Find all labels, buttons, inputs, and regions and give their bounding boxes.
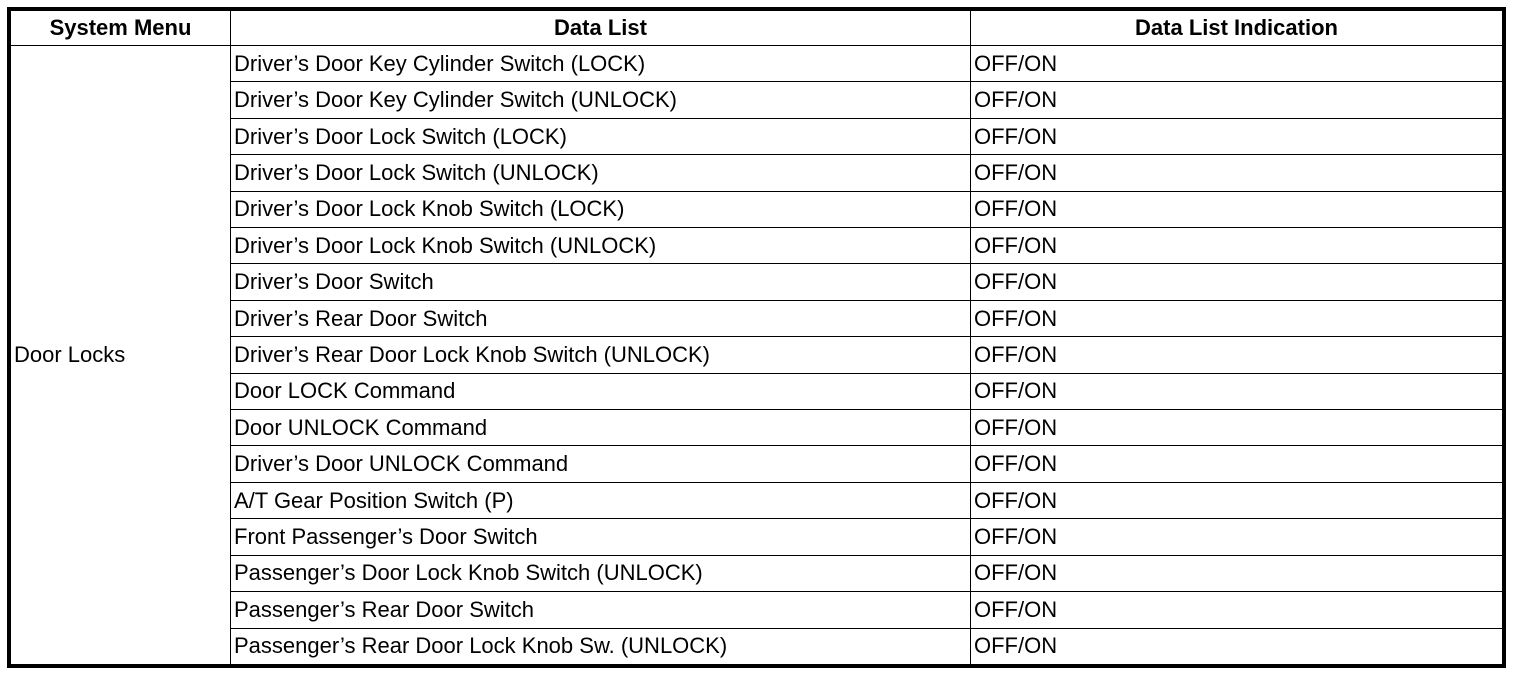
data-list-indication: OFF/ON xyxy=(971,410,1503,446)
data-list-indication: OFF/ON xyxy=(971,337,1503,373)
data-list-indication: OFF/ON xyxy=(971,228,1503,264)
data-list-item: Driver’s Door Key Cylinder Switch (UNLOCK) xyxy=(231,82,971,118)
table-row xyxy=(11,264,1503,300)
data-list-indication: OFF/ON xyxy=(971,592,1503,628)
data-list-table xyxy=(10,10,1503,665)
header-system-menu: System Menu xyxy=(11,11,231,46)
table-row xyxy=(11,300,1503,336)
data-list-item: Driver’s Rear Door Lock Knob Switch (UNLOCK) xyxy=(231,337,971,373)
table-row xyxy=(11,628,1503,665)
table-row xyxy=(11,191,1503,227)
data-list-item: Passenger’s Door Lock Knob Switch (UNLOCK) xyxy=(231,555,971,591)
data-list-indication: OFF/ON xyxy=(971,519,1503,555)
data-list-item: Driver’s Door UNLOCK Command xyxy=(231,446,971,482)
header-row xyxy=(11,11,1503,46)
data-list-indication: OFF/ON xyxy=(971,46,1503,82)
table-row xyxy=(11,46,1503,82)
system-menu-cell: Door Locks xyxy=(11,46,231,665)
data-list-indication: OFF/ON xyxy=(971,264,1503,300)
data-list-item: A/T Gear Position Switch (P) xyxy=(231,482,971,518)
data-list-item: Driver’s Door Lock Knob Switch (LOCK) xyxy=(231,191,971,227)
table-row xyxy=(11,82,1503,118)
table-row xyxy=(11,482,1503,518)
data-list-item: Driver’s Door Lock Knob Switch (UNLOCK) xyxy=(231,228,971,264)
table-row xyxy=(11,228,1503,264)
data-list-indication: OFF/ON xyxy=(971,555,1503,591)
data-list-item: Driver’s Rear Door Switch xyxy=(231,300,971,336)
data-list-indication: OFF/ON xyxy=(971,118,1503,154)
data-list-item: Driver’s Door Lock Switch (UNLOCK) xyxy=(231,155,971,191)
table-row xyxy=(11,519,1503,555)
data-list-indication: OFF/ON xyxy=(971,155,1503,191)
data-list-indication: OFF/ON xyxy=(971,300,1503,336)
table-row xyxy=(11,337,1503,373)
data-list-item: Door LOCK Command xyxy=(231,373,971,409)
data-list-item: Front Passenger’s Door Switch xyxy=(231,519,971,555)
table-body xyxy=(11,46,1503,665)
table-row xyxy=(11,373,1503,409)
data-list-item: Passenger’s Rear Door Switch xyxy=(231,592,971,628)
table-row xyxy=(11,118,1503,154)
data-list-item: Driver’s Door Switch xyxy=(231,264,971,300)
data-list-item: Driver’s Door Lock Switch (LOCK) xyxy=(231,118,971,154)
table-row xyxy=(11,555,1503,591)
data-list-indication: OFF/ON xyxy=(971,446,1503,482)
data-list-item: Driver’s Door Key Cylinder Switch (LOCK) xyxy=(231,46,971,82)
table-row xyxy=(11,592,1503,628)
table-row xyxy=(11,446,1503,482)
data-list-table-frame xyxy=(7,7,1506,668)
header-data-list-indication: Data List Indication xyxy=(971,11,1503,46)
table-row xyxy=(11,410,1503,446)
data-list-indication: OFF/ON xyxy=(971,628,1503,665)
data-list-item: Door UNLOCK Command xyxy=(231,410,971,446)
data-list-indication: OFF/ON xyxy=(971,373,1503,409)
data-list-indication: OFF/ON xyxy=(971,82,1503,118)
data-list-item: Passenger’s Rear Door Lock Knob Sw. (UNLOCK) xyxy=(231,628,971,665)
data-list-indication: OFF/ON xyxy=(971,482,1503,518)
header-data-list: Data List xyxy=(231,11,971,46)
table-row xyxy=(11,155,1503,191)
data-list-indication: OFF/ON xyxy=(971,191,1503,227)
